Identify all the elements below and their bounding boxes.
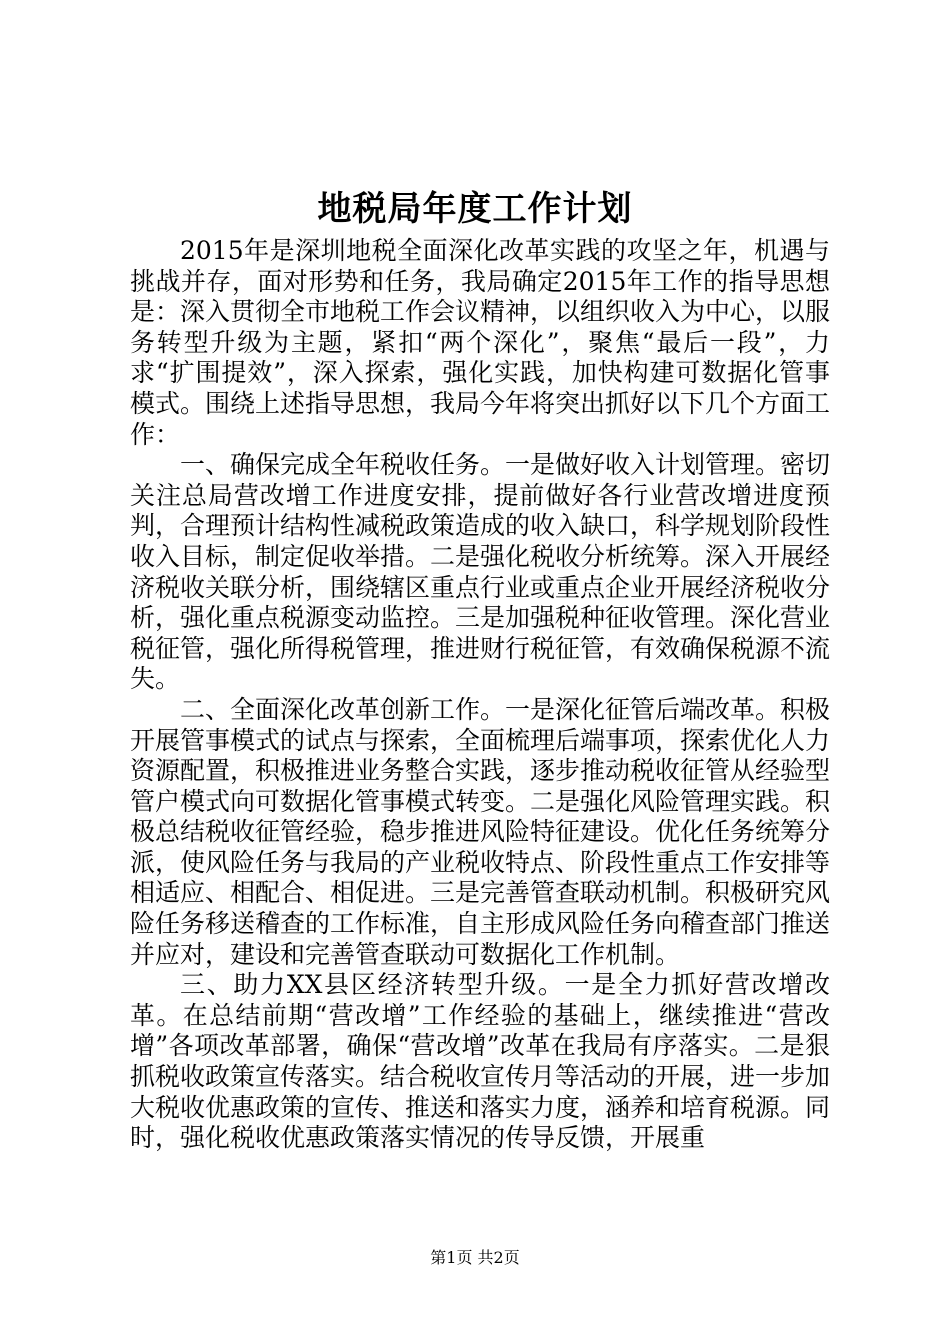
paragraph-section-2: 二、全面深化改革创新工作。一是深化征管后端改革。积极开展管事模式的试点与探索，全面梳理后端事项，探索优化人力资源配置，积极推进业务整合实践，逐步推动税收征管从经验型管户模式向可数据化管事模式转变。二是强化风险管理实践。积极总结税收征管经验，稳步推进风险特征建设。优化任务统筹分派，使风险任务与我局的产业税收特点、阶段性重点工作安排等相适应、相配合、相促进。三是完善管查联动机制。积极研究风险任务移送稽查的工作标准，自主形成风险任务向稽查部门推送并应对，建设和完善管查联动可数据化工作机制。 (130, 694, 831, 969)
document-title: 地税局年度工作计划 (317, 189, 633, 229)
page-number-footer: 第1页 共2页 (430, 1248, 520, 1267)
paragraph-section-3: 三、助力XX县区经济转型升级。一是全力抓好营改增改革。在总结前期“营改增”工作经验的基础上，继续推进“营改增”各项改革部署，确保“营改增”改革在我局有序落实。二是狠抓税收政策宣传落实。结合税收宣传月等活动的开展，进一步加大税收优惠政策的宣传、推送和落实力度，涵养和培育税源。同时，强化税收优惠政策落实情况的传导反馈，开展重 (130, 970, 831, 1153)
document-body (130, 236, 830, 1154)
paragraph-section-1: 一、确保完成全年税收任务。一是做好收入计划管理。密切关注总局营改增工作进度安排，提前做好各行业营改增进度预判，合理预计结构性减税政策造成的收入缺口，科学规划阶段性收入目标，制定促收举措。二是强化税收分析统筹。深入开展经济税收关联分析，围绕辖区重点行业或重点企业开展经济税收分析，强化重点税源变动监控。三是加强税种征收管理。深化营业税征管，强化所得税管理，推进财行税征管，有效确保税源不流失。 (130, 450, 831, 694)
paragraph-intro: 2015年是深圳地税全面深化改革实践的攻坚之年，机遇与挑战并存，面对形势和任务，我局确定2015年工作的指导思想是：深入贯彻全市地税工作会议精神，以组织收入为中心，以服务转型升级为主题，紧扣“两个深化”，聚焦“最后一段”，力求“扩围提效”，深入探索，强化实践，加快构建可数据化管事模式。围绕上述指导思想，我局今年将突出抓好以下几个方面工作： (130, 236, 831, 449)
